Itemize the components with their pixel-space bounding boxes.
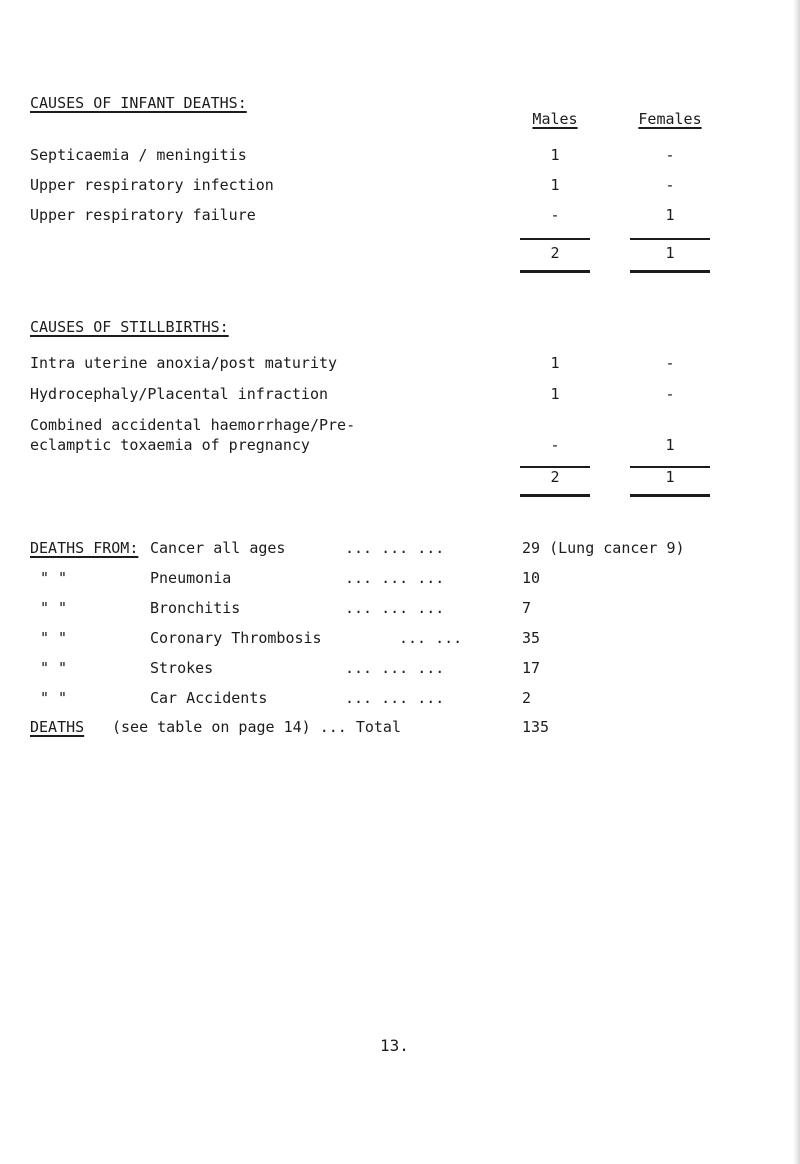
scan-edge-shadow — [793, 0, 800, 1164]
deaths-value: 17 — [522, 659, 541, 677]
males-column-header: Males — [532, 110, 578, 128]
stillbirth-females-value: - — [665, 354, 675, 372]
deaths-from-label: DEATHS FROM: — [30, 539, 139, 557]
deaths-total-label: DEATHS — [30, 718, 85, 736]
infant-females-value: - — [665, 146, 675, 164]
stillbirth-cause-row-continued: eclamptic toxaemia of pregnancy — [30, 436, 310, 454]
stillbirth-females-value: - — [665, 385, 675, 403]
stillbirth-females-double-rule — [630, 494, 710, 497]
infant-females-value: - — [665, 176, 675, 194]
stillbirth-females-total: 1 — [665, 468, 675, 486]
infant-females-value: 1 — [665, 206, 675, 224]
deaths-value: 35 — [522, 629, 541, 647]
ditto-marks: " " — [40, 569, 68, 587]
deaths-cause: Strokes — [150, 659, 214, 677]
stillbirth-cause-row: Combined accidental haemorrhage/Pre- — [30, 416, 356, 434]
infant-males-total-rule — [520, 238, 590, 240]
deaths-value: 2 — [522, 689, 532, 707]
ditto-marks: " " — [40, 689, 68, 707]
deaths-value: 7 — [522, 599, 532, 617]
ditto-marks: " " — [40, 629, 68, 647]
page-number: 13. — [380, 1036, 409, 1055]
stillbirth-males-double-rule — [520, 494, 590, 497]
deaths-total-text: (see table on page 14) ... Total — [112, 718, 401, 736]
infant-cause-row: Upper respiratory failure — [30, 206, 256, 224]
infant-females-double-rule — [630, 270, 710, 273]
leader-dots: ... ... — [399, 629, 463, 647]
infant-males-value: 1 — [550, 176, 560, 194]
stillbirth-males-total: 2 — [550, 468, 560, 486]
deaths-cause: Coronary Thrombosis — [150, 629, 322, 647]
infant-cause-row: Septicaemia / meningitis — [30, 146, 247, 164]
ditto-marks: " " — [40, 659, 68, 677]
leader-dots: ... ... ... — [345, 569, 445, 587]
deaths-value: 10 — [522, 569, 541, 587]
deaths-cause: Bronchitis — [150, 599, 241, 617]
stillbirth-cause-row: Intra uterine anoxia/post maturity — [30, 354, 338, 372]
infant-females-total-rule — [630, 238, 710, 240]
deaths-cause: Cancer all ages — [150, 539, 286, 557]
leader-dots: ... ... ... — [345, 539, 445, 557]
stillbirth-cause-row: Hydrocephaly/Placental infraction — [30, 385, 329, 403]
deaths-cause: Pneumonia — [150, 569, 232, 587]
stillbirth-females-value: 1 — [665, 436, 675, 454]
leader-dots: ... ... ... — [345, 689, 445, 707]
deaths-cause: Car Accidents — [150, 689, 268, 707]
females-column-header: Females — [638, 110, 702, 128]
stillbirths-heading: CAUSES OF STILLBIRTHS: — [30, 318, 229, 336]
infant-males-value: 1 — [550, 146, 560, 164]
infant-males-total: 2 — [550, 244, 560, 262]
leader-dots: ... ... ... — [345, 659, 445, 677]
stillbirth-males-value: - — [550, 436, 560, 454]
infant-males-value: - — [550, 206, 560, 224]
deaths-total-value: 135 — [522, 718, 550, 736]
infant-females-total: 1 — [665, 244, 675, 262]
infant-males-double-rule — [520, 270, 590, 273]
stillbirth-males-value: 1 — [550, 385, 560, 403]
ditto-marks: " " — [40, 599, 68, 617]
leader-dots: ... ... ... — [345, 599, 445, 617]
deaths-value: 29 (Lung cancer 9) — [522, 539, 685, 557]
infant-cause-row: Upper respiratory infection — [30, 176, 274, 194]
infant-deaths-heading: CAUSES OF INFANT DEATHS: — [30, 94, 247, 112]
stillbirth-males-value: 1 — [550, 354, 560, 372]
